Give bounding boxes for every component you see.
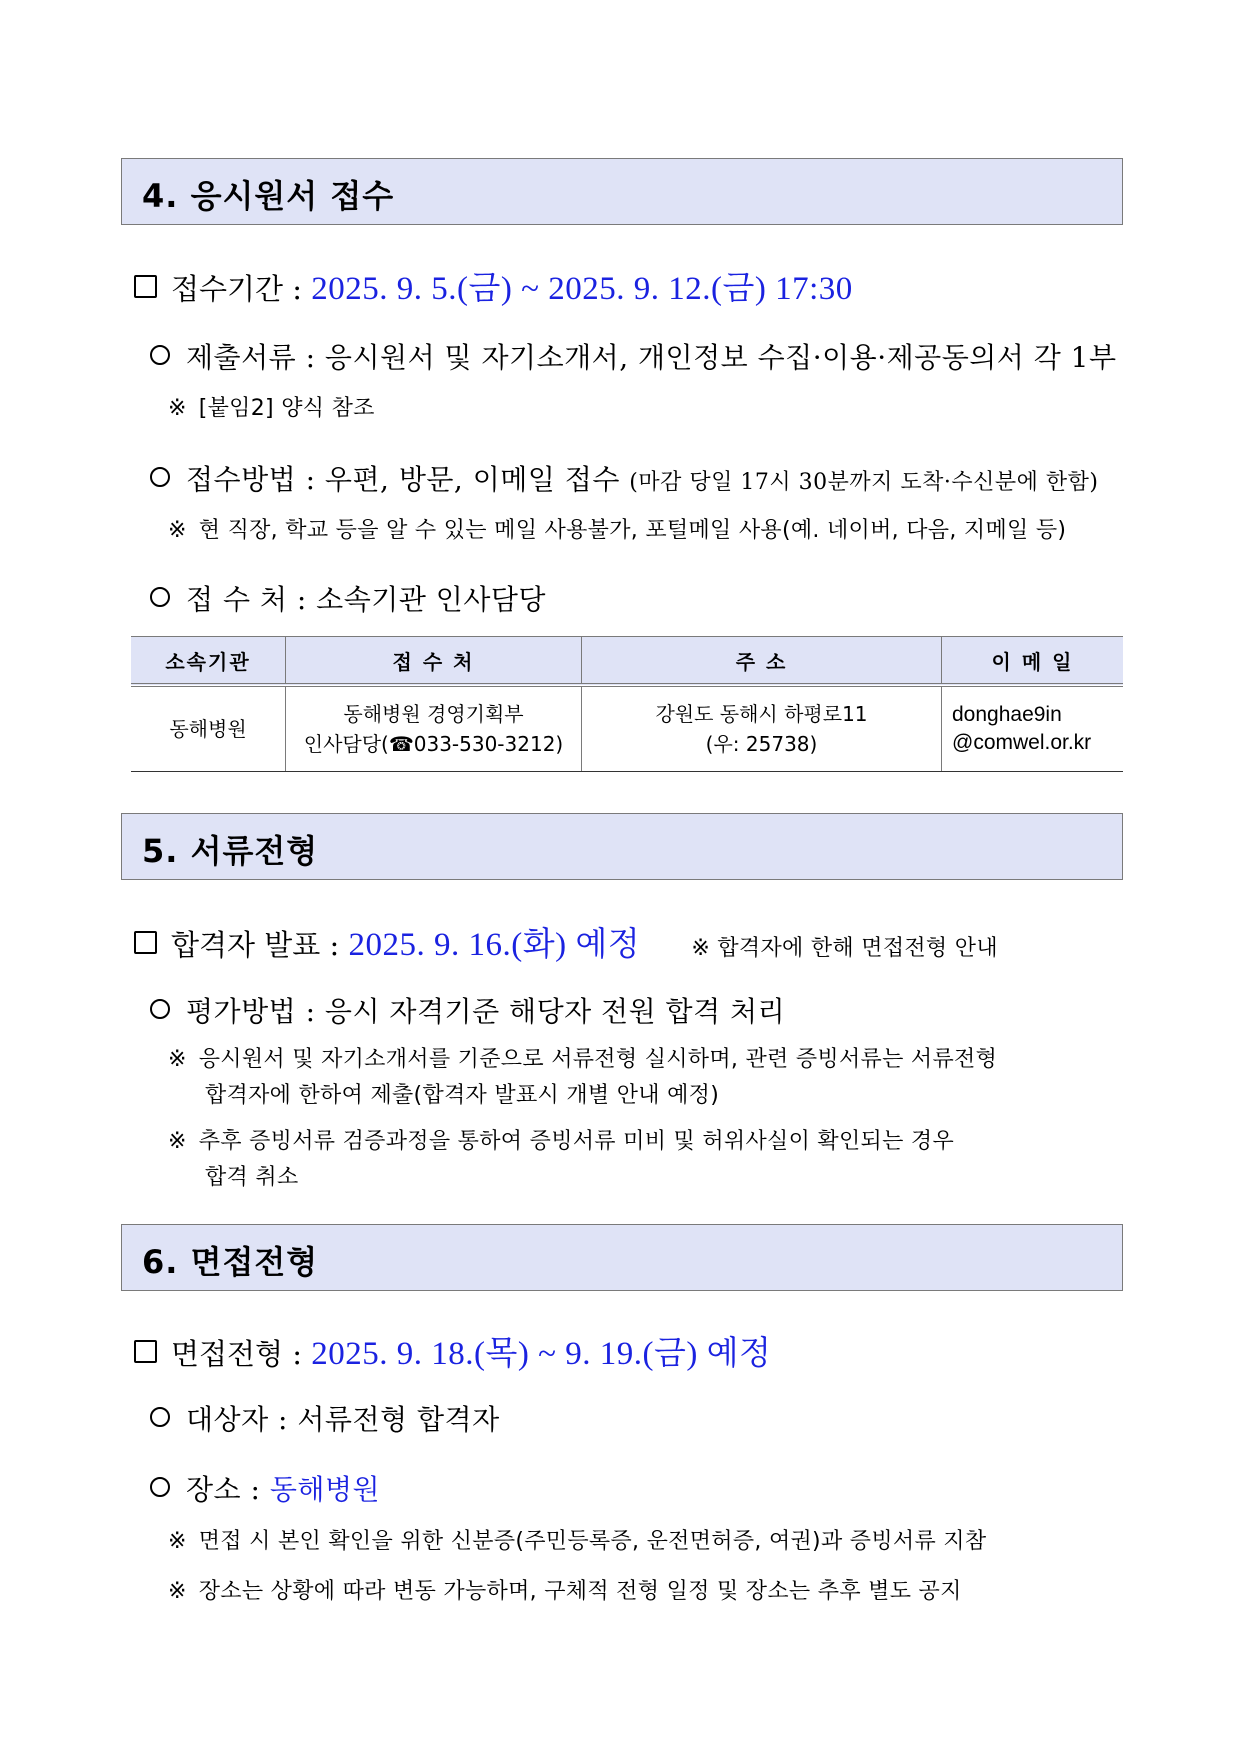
place-line: [150, 578, 546, 618]
section-5-header: [121, 813, 1123, 880]
interview-note-1: [168, 1524, 986, 1555]
target-line: [150, 1398, 500, 1438]
eval-note-2-cont: [205, 1160, 299, 1191]
reference-mark: ※: [168, 1129, 187, 1154]
square-bullet-icon: [134, 931, 157, 954]
method-line: [150, 458, 1098, 498]
interview-note-2-text: 장소는 상황에 따라 변동 가능하며, 구체적 전형 일정 및 장소는 추후 별도 공지: [198, 1579, 962, 1604]
circle-bullet-icon: [150, 467, 170, 487]
circle-bullet-icon: [150, 1407, 170, 1427]
cell-org: 동해병원: [131, 685, 286, 772]
reception-table: [131, 636, 1123, 772]
reference-mark: ※: [168, 1529, 187, 1554]
reference-mark: ※: [168, 1047, 187, 1072]
circle-bullet-icon: [150, 345, 170, 365]
table-header-row: [131, 637, 1123, 686]
target-text: 대상자 : 서류전형 합격자: [186, 1403, 500, 1436]
announce-line: [134, 918, 998, 965]
announce-note: ※ 합격자에 한해 면접전형 안내: [691, 936, 998, 961]
interview-note-2: [168, 1574, 962, 1605]
cell-address: [582, 685, 942, 772]
circle-bullet-icon: [150, 587, 170, 607]
method-paren: (마감 당일 17시 30분까지 도착·수신분에 한함): [629, 470, 1099, 495]
interview-date-line: [134, 1327, 771, 1374]
email-line-2: @comwel.or.kr: [952, 731, 1092, 754]
period-line: [134, 262, 853, 309]
circle-bullet-icon: [150, 999, 170, 1019]
venue-line: [150, 1468, 380, 1508]
col-header-office: 접 수 처: [286, 637, 582, 686]
interview-date-label: 면접전형 :: [171, 1337, 303, 1371]
section-6-header: [121, 1224, 1123, 1291]
reference-mark: ※: [168, 1579, 187, 1604]
method-note: [168, 513, 1066, 544]
office-line-2: 인사담당(☎033-530-3212): [303, 732, 564, 756]
eval-note-2: [168, 1124, 954, 1155]
method-label: 접수방법 : 우편, 방문, 이메일 접수: [186, 463, 620, 496]
period-value: 2025. 9. 5.(금) ~ 2025. 9. 12.(금) 17:30: [311, 271, 853, 307]
eval-line: [150, 990, 785, 1030]
venue-label: 장소 :: [186, 1473, 261, 1506]
eval-note-1-b: 합격자에 한하여 제출(합격자 발표시 개별 안내 예정): [205, 1083, 720, 1108]
announce-value: 2025. 9. 16.(화) 예정: [348, 927, 641, 963]
eval-note-2-b: 합격 취소: [205, 1165, 299, 1190]
period-label: 접수기간 :: [171, 272, 303, 306]
section-6-title: 6. 면접전형: [142, 1243, 319, 1281]
interview-note-1-text: 면접 시 본인 확인을 위한 신분증(주민등록증, 운전면허증, 여권)과 증빙서류 지참: [198, 1529, 987, 1554]
reference-mark: ※: [168, 518, 187, 543]
circle-bullet-icon: [150, 1477, 170, 1497]
docs-note-text: [붙임2] 양식 참조: [198, 396, 375, 421]
col-header-org: 소속기관: [131, 637, 286, 686]
interview-date-value: 2025. 9. 18.(목) ~ 9. 19.(금) 예정: [311, 1336, 772, 1372]
cell-email[interactable]: [942, 685, 1124, 772]
docs-note: [168, 391, 375, 422]
office-line-1: 동해병원 경영기획부: [343, 702, 524, 726]
eval-note-1: [168, 1042, 997, 1073]
section-5-title: 5. 서류전형: [142, 832, 319, 870]
method-note-text: 현 직장, 학교 등을 알 수 있는 메일 사용불가, 포털메일 사용(예. 네이버, 다음, 지메일 등): [198, 518, 1067, 543]
address-line-2: (우: 25738): [705, 732, 818, 756]
address-line-1: 강원도 동해시 하평로11: [655, 702, 868, 726]
col-header-address: 주 소: [582, 637, 942, 686]
eval-note-2-a: 추후 증빙서류 검증과정을 통하여 증빙서류 미비 및 허위사실이 확인되는 경우: [198, 1129, 955, 1154]
table-row: [131, 685, 1123, 772]
eval-note-1-a: 응시원서 및 자기소개서를 기준으로 서류전형 실시하며, 관련 증빙서류는 서류전형: [198, 1047, 998, 1072]
docs-text: 제출서류 : 응시원서 및 자기소개서, 개인정보 수집·이용·제공동의서 각 1부: [186, 341, 1117, 374]
cell-office: [286, 685, 582, 772]
docs-line: [150, 336, 1117, 376]
square-bullet-icon: [134, 1340, 157, 1363]
section-4-header: [121, 158, 1123, 225]
venue-value: 동해병원: [269, 1473, 381, 1506]
announce-label: 합격자 발표 :: [171, 928, 340, 962]
section-4-title: 4. 응시원서 접수: [142, 177, 395, 215]
col-header-email: 이 메 일: [942, 637, 1124, 686]
reference-mark: ※: [168, 396, 187, 421]
eval-text: 평가방법 : 응시 자격기준 해당자 전원 합격 처리: [186, 995, 786, 1028]
place-text: 접 수 처 : 소속기관 인사담당: [186, 583, 546, 616]
email-line-1: donghae9in: [952, 703, 1062, 726]
square-bullet-icon: [134, 275, 157, 298]
eval-note-1-cont: [205, 1078, 719, 1109]
